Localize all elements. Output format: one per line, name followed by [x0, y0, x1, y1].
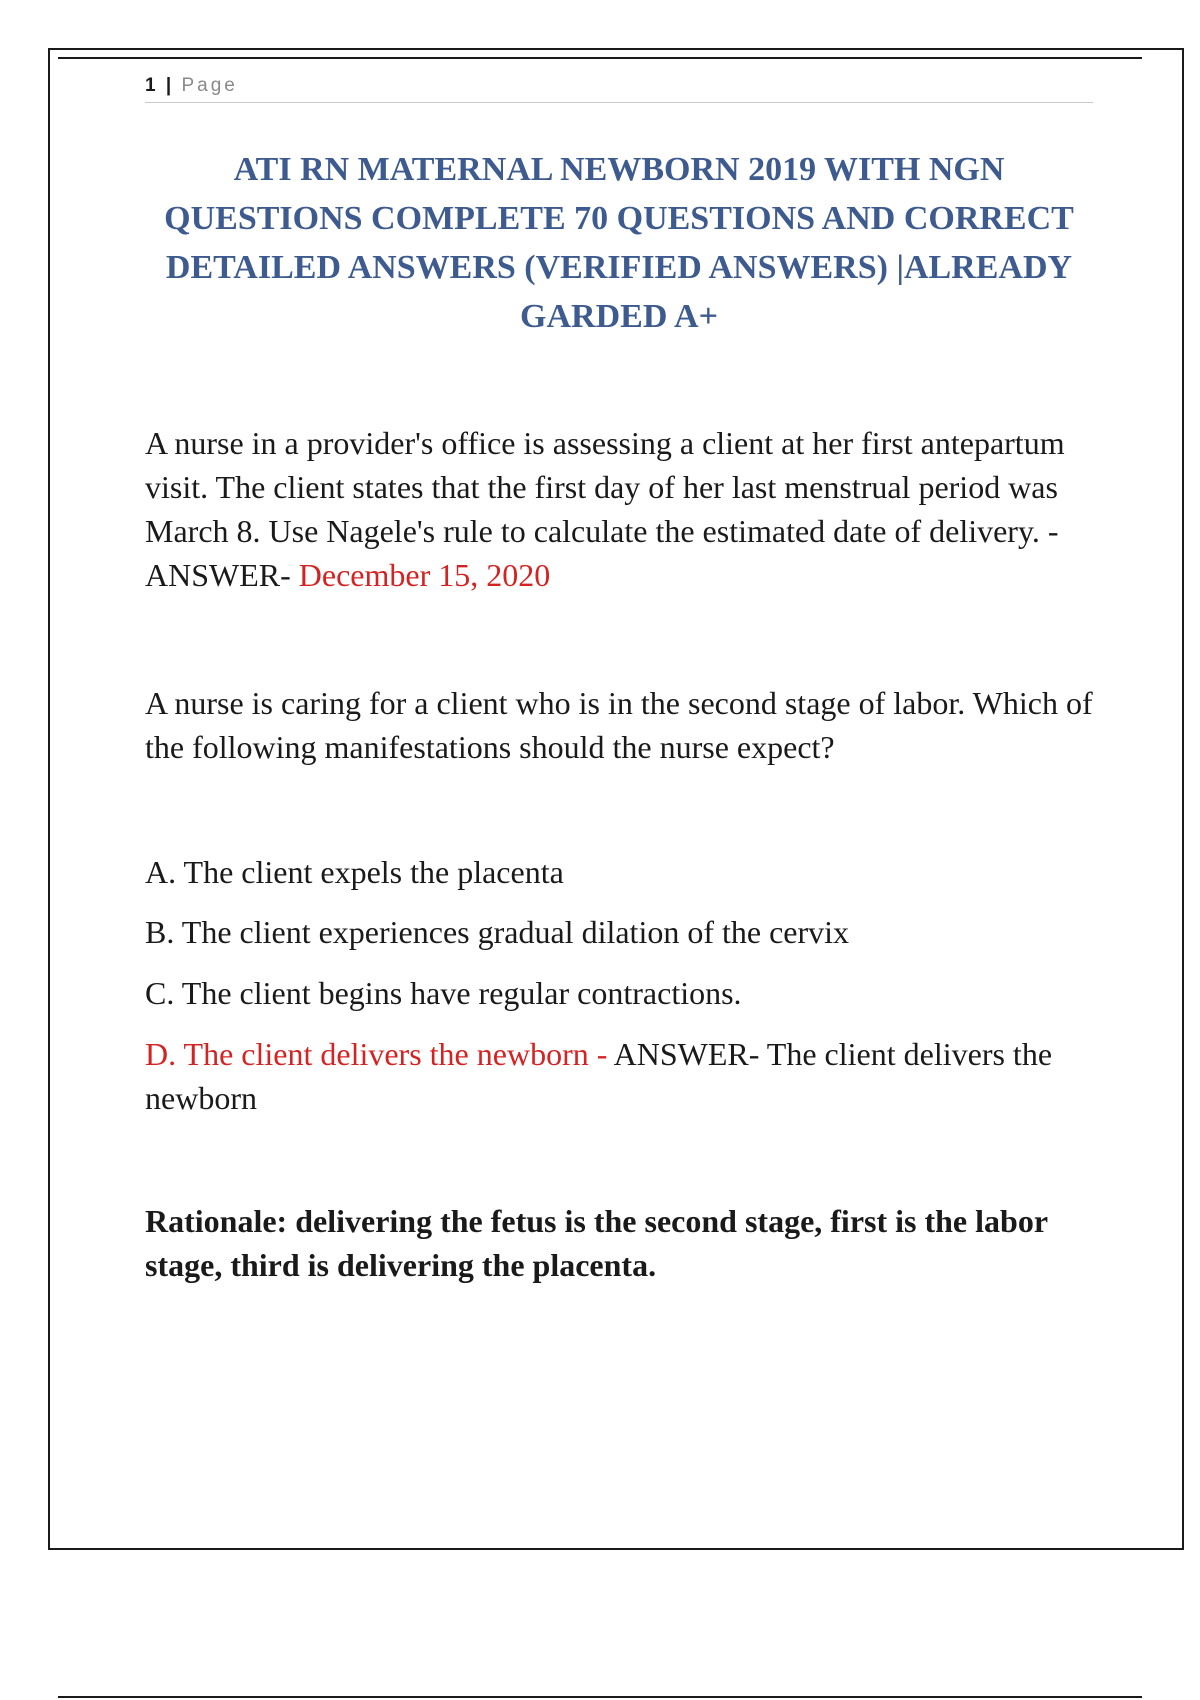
option-d — [145, 1032, 1093, 1120]
question-1 — [145, 421, 1093, 597]
question-2-answer: ANSWER- The client delivers the newborn — [145, 1036, 1053, 1116]
option-c-text: C. The client begins have regular contractions. — [145, 975, 742, 1011]
page-label: Page — [181, 75, 238, 96]
option-a — [145, 850, 1093, 894]
option-b-text: B. The client experiences gradual dilation of the cervix — [145, 914, 850, 950]
option-b — [145, 910, 1093, 954]
page-header — [145, 74, 1093, 103]
rationale — [145, 1199, 1093, 1287]
bottom-rule — [58, 1696, 1142, 1698]
option-d-correct: D. The client delivers the newborn - — [145, 1036, 608, 1072]
question-1-answer: December 15, 2020 — [298, 557, 551, 593]
document-title: ATI RN MATERNAL NEWBORN 2019 WITH NGN QUESTIONS COMPLETE 70 QUESTIONS AND CORRECT DETAILED ANSWERS (VERIFIED ANSWERS) |ALREADY GARDED A+ — [164, 151, 1074, 335]
question-1-text: A nurse in a provider's office is assessing a client at her first antepartum visit. The client states that the first day of her last menstrual period was March 8. Use Nagele's rule to calculate the estimated date of delivery. - ANSWER- — [145, 425, 1065, 593]
rationale-text: Rationale: delivering the fetus is the second stage, first is the labor stage, third is delivering the placenta. — [145, 1203, 1048, 1283]
page-separator: | — [165, 75, 172, 96]
question-2-stem — [145, 681, 1093, 769]
page-number: 1 — [145, 75, 156, 96]
question-2-text: A nurse is caring for a client who is in the second stage of labor. Which of the following manifestations should the nurse expect? — [145, 685, 1093, 765]
option-a-text: A. The client expels the placenta — [145, 854, 564, 890]
option-c — [145, 971, 1093, 1015]
